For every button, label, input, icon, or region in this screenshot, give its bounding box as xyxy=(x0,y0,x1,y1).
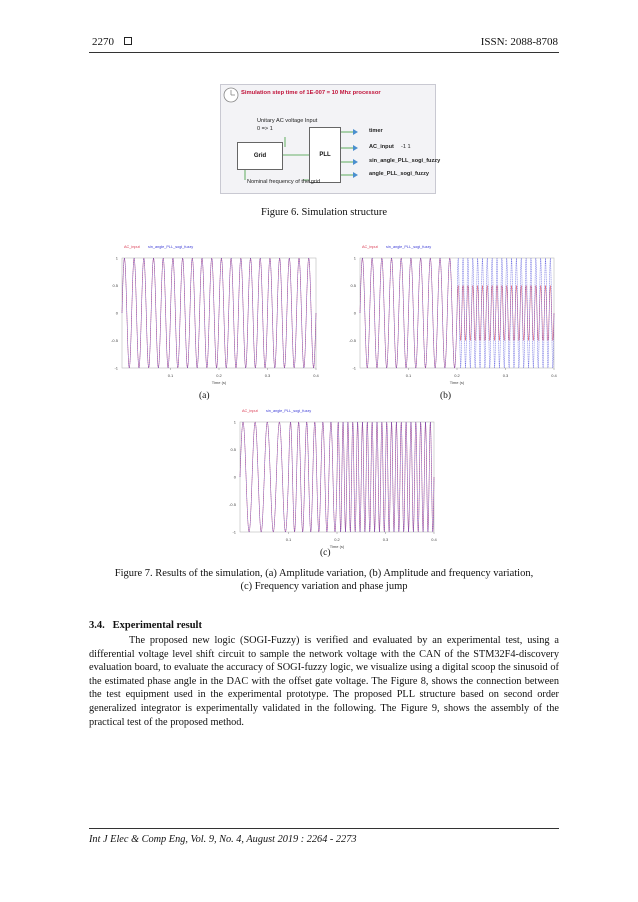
simulation-structure-diagram xyxy=(220,84,441,194)
footer-rule xyxy=(89,828,559,829)
x-tick-label: 0.4 xyxy=(313,373,319,378)
sublabel-a: (a) xyxy=(199,391,210,401)
y-tick-label: -0.5 xyxy=(229,502,236,507)
grid-block: Grid xyxy=(237,142,283,170)
x-tick-label: 0.4 xyxy=(551,373,557,378)
y-tick-label: 1 xyxy=(233,419,236,425)
legend-entry: AC_input xyxy=(242,409,258,413)
y-tick-label: 0 xyxy=(233,474,236,480)
x-tick-label: 0.1 xyxy=(167,373,174,378)
y-tick-label: 0.5 xyxy=(112,283,118,288)
y-tick-label: -0.5 xyxy=(349,338,356,343)
journal-footer: Int J Elec & Comp Eng, Vol. 9, No. 4, August 2019 : 2264 - 2273 xyxy=(89,834,357,845)
figure7-caption-line2: (c) Frequency variation and phase jump xyxy=(240,581,408,592)
legend-entry: sin_angle_PLL_sogi_fuzzy xyxy=(266,409,312,413)
issn: ISSN: 2088-8708 xyxy=(480,36,558,48)
section-heading: 3.4. Experimental result xyxy=(89,620,202,631)
nominal-label: Nominal frequency of the grid xyxy=(247,179,321,185)
x-tick-label: 0.1 xyxy=(405,373,412,378)
input-range: 0 => 1 xyxy=(257,126,273,132)
y-tick-label: -1 xyxy=(352,365,356,371)
legend-entry: sin_angle_PLL_sogi_fuzzy xyxy=(386,245,432,249)
legend-entry: AC_input xyxy=(362,245,378,249)
x-tick-label: 0.3 xyxy=(382,537,389,542)
figure7-caption-line1: Figure 7. Results of the simulation, (a) Amplitude variation, (b) Amplitude and frequency variation, xyxy=(114,568,534,579)
x-tick-label: 0.3 xyxy=(264,373,271,378)
y-tick-label: 0 xyxy=(353,310,356,316)
x-tick-label: 0.3 xyxy=(502,373,509,378)
x-axis-label: Time (s) xyxy=(329,544,345,549)
x-tick-label: 0.2 xyxy=(216,373,222,378)
section-paragraph: The proposed new logic (SOGI-Fuzzy) is verified and evaluated by an experimental test, using a differential voltage level shift circuit to sample the network voltage with the CAN of the STM32F4-discovery evaluation board, to evaluate the accuracy of SOGI-fuzzy logic, we visualize using a digital scoop the sinusoid of the estimated phase angle in the DAC with the offset gate voltage. The Figure 8, shows the connection between the test equipment used in the experimental prototype. The proposed PLL structure based on second order generalized integrator is experimentally validated in the following. The Figure 9, shows the assembly of the practical test of the proposed method. xyxy=(89,635,559,728)
sublabel-c: (c) xyxy=(320,548,331,558)
y-tick-label: 0.5 xyxy=(230,447,236,452)
x-axis-label: Time (s) xyxy=(449,380,465,385)
x-axis-label: Time (s) xyxy=(211,380,227,385)
out-angle: angle_PLL_sogi_fuzzy xyxy=(369,171,429,177)
plot-b xyxy=(338,240,560,390)
y-tick-label: -0.5 xyxy=(111,338,118,343)
plot-c xyxy=(218,404,440,554)
y-tick-label: -1 xyxy=(232,529,236,535)
legend-entry: sin_angle_PLL_sogi_fuzzy xyxy=(148,245,194,249)
x-tick-label: 0.2 xyxy=(454,373,460,378)
out-ac-input: AC_input xyxy=(369,144,394,150)
pll-block: PLL xyxy=(309,127,341,183)
y-tick-label: 0 xyxy=(115,310,118,316)
y-tick-label: 1 xyxy=(353,255,356,261)
figure6-caption: Figure 6. Simulation structure xyxy=(261,207,387,218)
sublabel-b: (b) xyxy=(440,391,452,401)
out-sin-angle: sin_angle_PLL_sogi_fuzzy xyxy=(369,158,441,164)
header-rule xyxy=(89,52,559,53)
y-tick-label: -1 xyxy=(114,365,118,371)
x-tick-label: 0.1 xyxy=(285,537,292,542)
x-tick-label: 0.2 xyxy=(334,537,340,542)
x-tick-label: 0.4 xyxy=(431,537,437,542)
page-number: 2270 xyxy=(92,36,114,48)
y-tick-label: 1 xyxy=(115,255,118,261)
header-box-icon xyxy=(124,37,132,45)
legend-entry: AC_input xyxy=(124,245,140,249)
input-label: Unitary AC voltage Input xyxy=(257,118,318,124)
y-tick-label: 0.5 xyxy=(350,283,356,288)
out-timer: timer xyxy=(369,128,383,134)
sim-title: Simulation step time of 1E-007 = 10 Mhz processor xyxy=(241,90,381,96)
plot-a xyxy=(100,240,322,390)
out-ac-range: -1 1 xyxy=(401,144,411,150)
